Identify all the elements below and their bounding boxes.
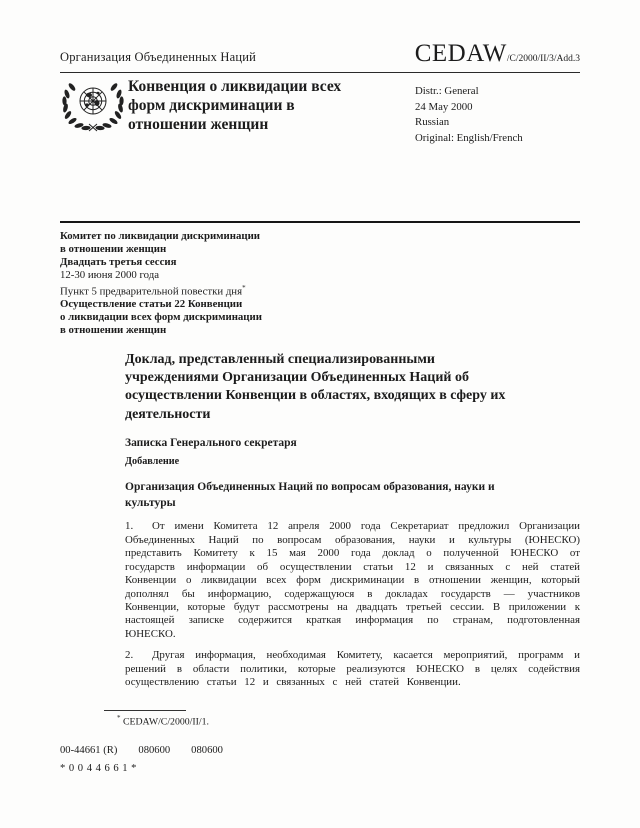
session-dates: 12-30 июня 2000 года [60,268,160,281]
barcode-text: *0044661* [60,763,141,774]
paragraph-number: 2. [125,649,134,662]
footer-date-1: 080600 [138,745,171,756]
note-subtitle: Записка Генерального секретаря [125,436,297,449]
job-number: 00-44661 (R) [60,745,118,756]
un-emblem-icon [60,79,126,132]
section-rule [60,221,580,223]
un-org-name: Организация Объединенных Наций [60,50,257,64]
footer-job-line [60,745,223,756]
paragraph-1 [125,520,580,641]
committee-name-line2: в отношении женщин [60,242,167,255]
original-line: Original: English/French [415,131,523,144]
distr-line: Distr.: General [415,85,479,97]
committee-name-line1: Комитет по ликвидации дискриминации [60,230,261,242]
document-symbol-main: CEDAW [414,40,507,67]
distribution-block [415,84,523,147]
unesco-section-heading: Организация Объединенных Наций по вопросам образования, науки и культуры [125,480,495,509]
report-title: Доклад, представленный специализированными учреждениями Организации Объединенных Наций об осуществлении Конвенции в областях, входящих в сферу их деятельности [125,352,506,422]
addendum-label: Добавление [125,455,180,467]
document-symbol [415,40,580,68]
agenda-item-title-line1: Осуществление статьи 22 Конвенции [60,298,243,311]
paragraph-number: 1. [125,520,134,533]
paragraph-text: Другая информация, необходимая Комитету, касается мероприятий, программ и решений в области политики, которые реализуются ЮНЕСКО в целях содействия осуществлению статьи 12 и связанных с ней статей Конвенции. [125,649,580,688]
convention-title: Конвенция о ликвидации всех форм дискриминации в отношении женщин [128,78,342,134]
footnote-rule [104,710,186,711]
footnote-marker: * [242,283,246,292]
document-symbol-suffix: /C/2000/II/3/Add.3 [506,54,580,64]
footnote [117,714,209,727]
paragraph-text: От имени Комитета 12 апреля 2000 года Секретариат предложил Организации Объединенных Наций по вопросам образования, науки и культуры (ЮНЕСКО) представить Комитету к 15 мая 2000 года доклад о полученной ЮНЕСКО от государств информации об осуществлении статьи 12 и связанных с ней статей Конвенции о ликвидации всех форм дискриминации в отношении женщин, который дополнял бы информацию, содержащуюся в докладах государств — участников Конвенции, которые будут рассмотрены на двадцать третьей сессии. В приложении к настоящей записке содержится краткая информация по странам, подготовленная ЮНЕСКО. [125,520,580,640]
header-rule [60,72,580,73]
session-title: Двадцать третья сессия [60,255,177,268]
agenda-item-title-line2: о ликвидации всех форм дискриминации [60,311,262,324]
paragraph-2 [125,649,580,689]
agenda-item-title-line3: в отношении женщин [60,323,167,336]
footer-date-2: 080600 [191,745,223,756]
footnote-text: CEDAW/C/2000/II/1. [122,716,209,728]
footnote-marker: * [117,714,121,722]
date-line: 24 May 2000 [415,100,473,113]
committee-block [60,230,262,337]
main-content [125,351,580,697]
agenda-item: Пункт 5 предварительной повестки дня* [60,283,246,298]
language-line: Russian [415,116,450,129]
